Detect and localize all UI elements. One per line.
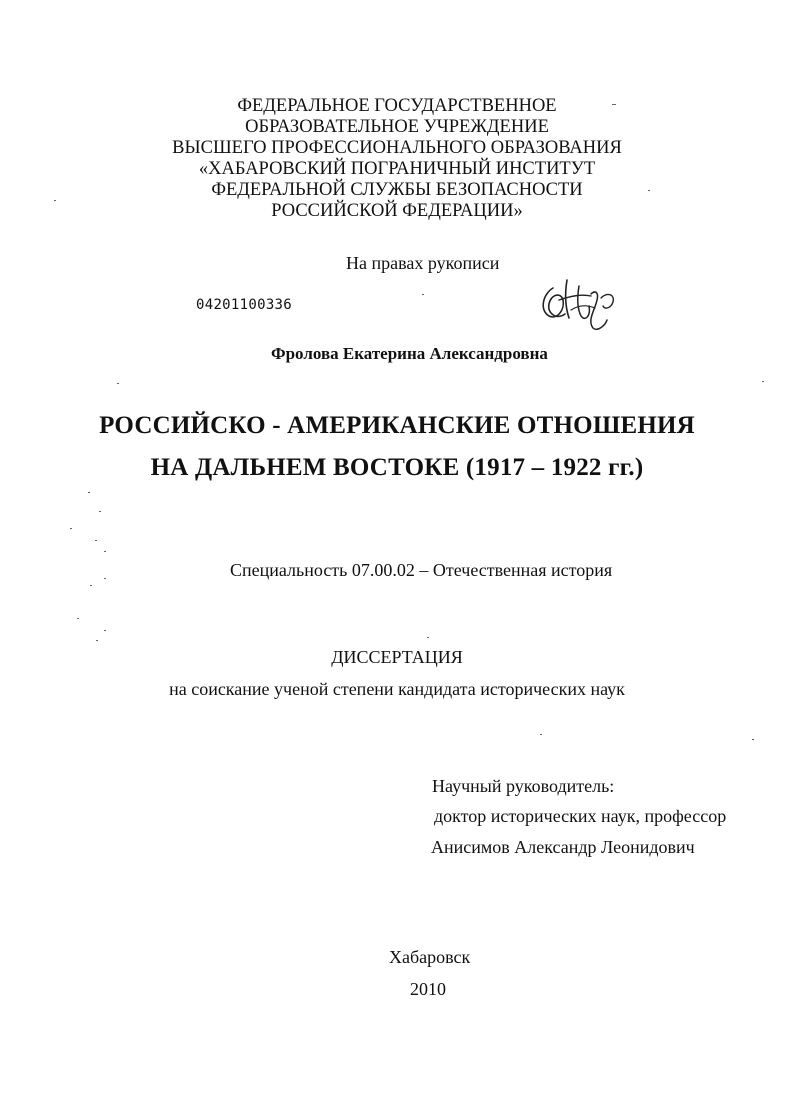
title-line-2: НА ДАЛЬНЕМ ВОСТОКЕ (1917 – 1922 гг.)	[150, 454, 644, 481]
institution-line-4: «ХАБАРОВСКИЙ ПОГРАНИЧНЫЙ ИНСТИТУТ	[198, 159, 596, 179]
scan-speck	[88, 492, 90, 493]
institution-line-2: ОБРАЗОВАТЕЛЬНОЕ УЧРЕЖДЕНИЕ	[245, 117, 549, 137]
author-name: Фролова Екатерина Александровна	[271, 344, 548, 363]
year: 2010	[410, 979, 446, 999]
scan-speck	[95, 540, 97, 541]
institution-line-6: РОССИЙСКОЙ ФЕДЕРАЦИИ»	[271, 201, 523, 221]
scan-speck	[99, 511, 101, 512]
scan-speck	[117, 383, 119, 384]
scan-speck	[762, 381, 764, 382]
institution-line-3: ВЫСШЕГО ПРОФЕССИОНАЛЬНОГО ОБРАЗОВАНИЯ	[172, 138, 622, 158]
scan-speck	[96, 640, 98, 641]
scan-speck	[612, 104, 616, 105]
scan-speck	[104, 551, 106, 552]
title-line-1: РОССИЙСКО - АМЕРИКАНСКИЕ ОТНОШЕНИЯ	[99, 412, 695, 439]
scan-speck	[104, 578, 106, 579]
scan-speck	[90, 585, 92, 586]
city: Хабаровск	[389, 947, 471, 967]
scan-speck	[540, 734, 542, 735]
scan-speck	[427, 637, 429, 638]
catalog-code: 04201100336	[196, 297, 293, 313]
supervisor-credentials: доктор исторических наук, профессор	[434, 806, 727, 826]
scan-speck	[70, 528, 72, 529]
manuscript-note: На правах рукописи	[346, 253, 500, 273]
specialty: Специальность 07.00.02 – Отечественная история	[230, 560, 613, 580]
scan-speck	[54, 200, 56, 201]
document-type: ДИССЕРТАЦИЯ	[331, 647, 463, 667]
handwritten-signature-icon	[535, 270, 625, 332]
scan-speck	[648, 190, 650, 191]
scan-speck	[422, 294, 424, 295]
scan-speck	[752, 739, 754, 740]
institution-line-5: ФЕДЕРАЛЬНОЙ СЛУЖБЫ БЕЗОПАСНОСТИ	[211, 180, 583, 200]
degree-description: на соискание ученой степени кандидата исторических наук	[169, 679, 625, 699]
supervisor-label: Научный руководитель:	[432, 776, 615, 796]
scan-speck	[77, 618, 79, 619]
scan-speck	[104, 630, 106, 631]
supervisor-name: Анисимов Александр Леонидович	[431, 837, 695, 857]
institution-line-1: ФЕДЕРАЛЬНОЕ ГОСУДАРСТВЕННОЕ	[237, 96, 557, 116]
